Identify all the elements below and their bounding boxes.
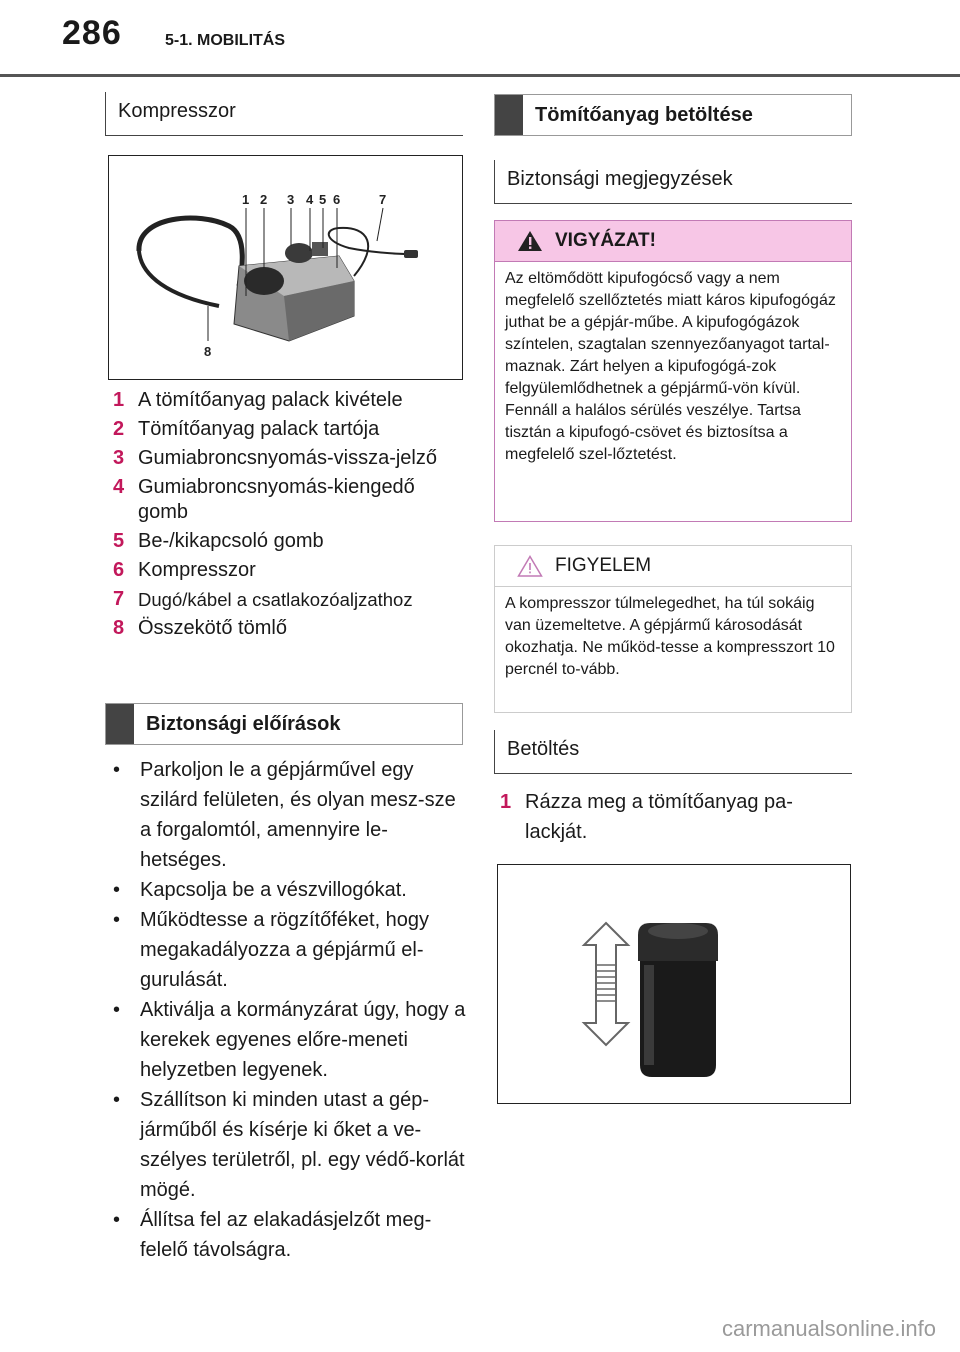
safety-item-text: Kapcsolja be a vészvillogókat. bbox=[140, 879, 407, 901]
callout-6: 6 bbox=[333, 192, 341, 207]
compressor-illustration bbox=[109, 156, 462, 379]
part-label: Kompresszor bbox=[138, 559, 256, 581]
heading-bar bbox=[106, 704, 134, 744]
caution-triangle-icon bbox=[517, 555, 543, 577]
list-item bbox=[113, 417, 468, 442]
list-item bbox=[113, 587, 468, 612]
heading-bar bbox=[495, 95, 523, 135]
safety-heading bbox=[105, 703, 463, 745]
list-item: • Állítsa fel az elakadásjelzőt meg-felelő távolságra. bbox=[105, 1205, 467, 1265]
part-number: 5 bbox=[113, 530, 125, 552]
list-item bbox=[113, 475, 468, 525]
warning-triangle-icon bbox=[517, 230, 543, 252]
shake-bottle-illustration bbox=[498, 865, 850, 1103]
safety-item-text: Parkoljon le a gépjárművel egy szilárd felületen, és olyan mesz-sze a forgalomtól, amennyire le-hetséges. bbox=[140, 759, 456, 871]
kompresszor-heading bbox=[105, 92, 463, 136]
part-number: 1 bbox=[113, 389, 125, 411]
caution-box bbox=[494, 545, 852, 713]
list-item bbox=[113, 446, 468, 471]
caution-header bbox=[495, 546, 851, 587]
watermark: carmanualsonline.info bbox=[721, 1316, 936, 1341]
step-list bbox=[500, 787, 840, 851]
loading-heading-text: Betöltés bbox=[507, 738, 580, 760]
part-number: 7 bbox=[113, 588, 125, 610]
part-number: 6 bbox=[113, 559, 125, 581]
chapter-title: 5-1. MOBILITÁS bbox=[165, 32, 286, 49]
list-item: • Szállítson ki minden utast a gép-járműből és kísérje ki őket a ve-szélyes területről, pl. egy védő-korlát mögé. bbox=[105, 1085, 467, 1205]
list-item bbox=[113, 616, 468, 641]
list-item bbox=[113, 529, 468, 554]
warning-title: VIGYÁZAT! bbox=[555, 230, 656, 251]
list-item bbox=[113, 558, 468, 583]
parts-list bbox=[113, 388, 468, 645]
kompresszor-heading-text: Kompresszor bbox=[118, 100, 236, 122]
header-rule bbox=[0, 74, 960, 77]
compressor-figure bbox=[108, 155, 463, 380]
part-number: 2 bbox=[113, 418, 125, 440]
part-number: 3 bbox=[113, 447, 125, 469]
page-number: 286 bbox=[62, 14, 122, 52]
safety-list bbox=[105, 755, 467, 1265]
bottle-figure bbox=[497, 864, 851, 1104]
safety-item-text: Állítsa fel az elakadásjelzőt meg-felelő távolságra. bbox=[140, 1209, 432, 1261]
warning-box bbox=[494, 220, 852, 522]
part-label: Összekötő tömlő bbox=[138, 617, 287, 639]
loading-heading bbox=[494, 730, 852, 774]
caution-title: FIGYELEM bbox=[555, 555, 652, 576]
fill-heading-text: Tömítőanyag betöltése bbox=[535, 103, 753, 126]
part-label: Be-/kikapcsoló gomb bbox=[138, 530, 324, 552]
safety-item-text: Működtesse a rögzítőféket, hogy megakadályozza a gépjármű el-gurulását. bbox=[140, 909, 430, 991]
part-number: 8 bbox=[113, 617, 125, 639]
part-label: Dugó/kábel a csatlakozóaljzathoz bbox=[138, 589, 413, 610]
callout-8: 8 bbox=[204, 344, 212, 359]
list-item: • Kapcsolja be a vészvillogókat. bbox=[105, 875, 467, 905]
safety-heading-text: Biztonsági előírások bbox=[146, 712, 341, 735]
callout-2: 2 bbox=[260, 192, 268, 207]
step-number: 1 bbox=[500, 791, 512, 813]
part-label: Gumiabroncsnyomás-vissza-jelző bbox=[138, 447, 437, 469]
callout-7: 7 bbox=[379, 192, 387, 207]
step-text: Rázza meg a tömítőanyag pa-lackját. bbox=[525, 791, 793, 843]
list-item: • Működtesse a rögzítőféket, hogy megakadályozza a gépjármű el-gurulását. bbox=[105, 905, 467, 995]
safety-notes-heading bbox=[494, 160, 852, 204]
list-item bbox=[113, 388, 468, 413]
callout-4: 4 bbox=[306, 192, 314, 207]
part-label: Tömítőanyag palack tartója bbox=[138, 418, 380, 440]
safety-item-text: Aktiválja a kormányzárat úgy, hogy a kerekek egyenes előre-meneti helyzetben legyenek. bbox=[140, 999, 466, 1081]
part-label: A tömítőanyag palack kivétele bbox=[138, 389, 403, 411]
callout-1: 1 bbox=[242, 192, 250, 207]
caution-body: A kompresszor túlmelegedhet, ha túl sokáig van üzemeltetve. A gépjármű károsodását okozhatja. Ne működ-tesse a kompresszort 10 percnél to-vább. bbox=[505, 595, 835, 678]
safety-item-text: Szállítson ki minden utast a gép-járműből és kísérje ki őket a ve-szélyes területről, pl. egy védő-korlát mögé. bbox=[140, 1089, 465, 1201]
list-item bbox=[500, 787, 840, 847]
warning-body: Az eltömődött kipufogócső vagy a nem megfelelő szellőztetés miatt káros kipufogógáz juthat be a gépjár-műbe. A kipufogógázok színtelen, szagtalan szennyezőanyagot tartal-maznak. Zárt helyen a kipufogógá-zok felgyülemlődhetnek a gépjármű-vön kívül. Fennáll a halálos sérülés veszélye. Tartsa tisztán a kipufogó-csövet és biztosítsa a megfelelő szel-lőztetést. bbox=[505, 270, 836, 463]
part-number: 4 bbox=[113, 476, 125, 498]
warning-header bbox=[495, 221, 851, 262]
list-item: • Aktiválja a kormányzárat úgy, hogy a kerekek egyenes előre-meneti helyzetben legyenek. bbox=[105, 995, 467, 1085]
callout-5: 5 bbox=[319, 192, 327, 207]
callout-3: 3 bbox=[287, 192, 295, 207]
safety-notes-heading-text: Biztonsági megjegyzések bbox=[507, 168, 733, 190]
list-item: • Parkoljon le a gépjárművel egy szilárd felületen, és olyan mesz-sze a forgalomtól, amennyire le-hetséges. bbox=[105, 755, 467, 875]
part-label: Gumiabroncsnyomás-kiengedő gomb bbox=[138, 476, 415, 523]
fill-heading bbox=[494, 94, 852, 136]
